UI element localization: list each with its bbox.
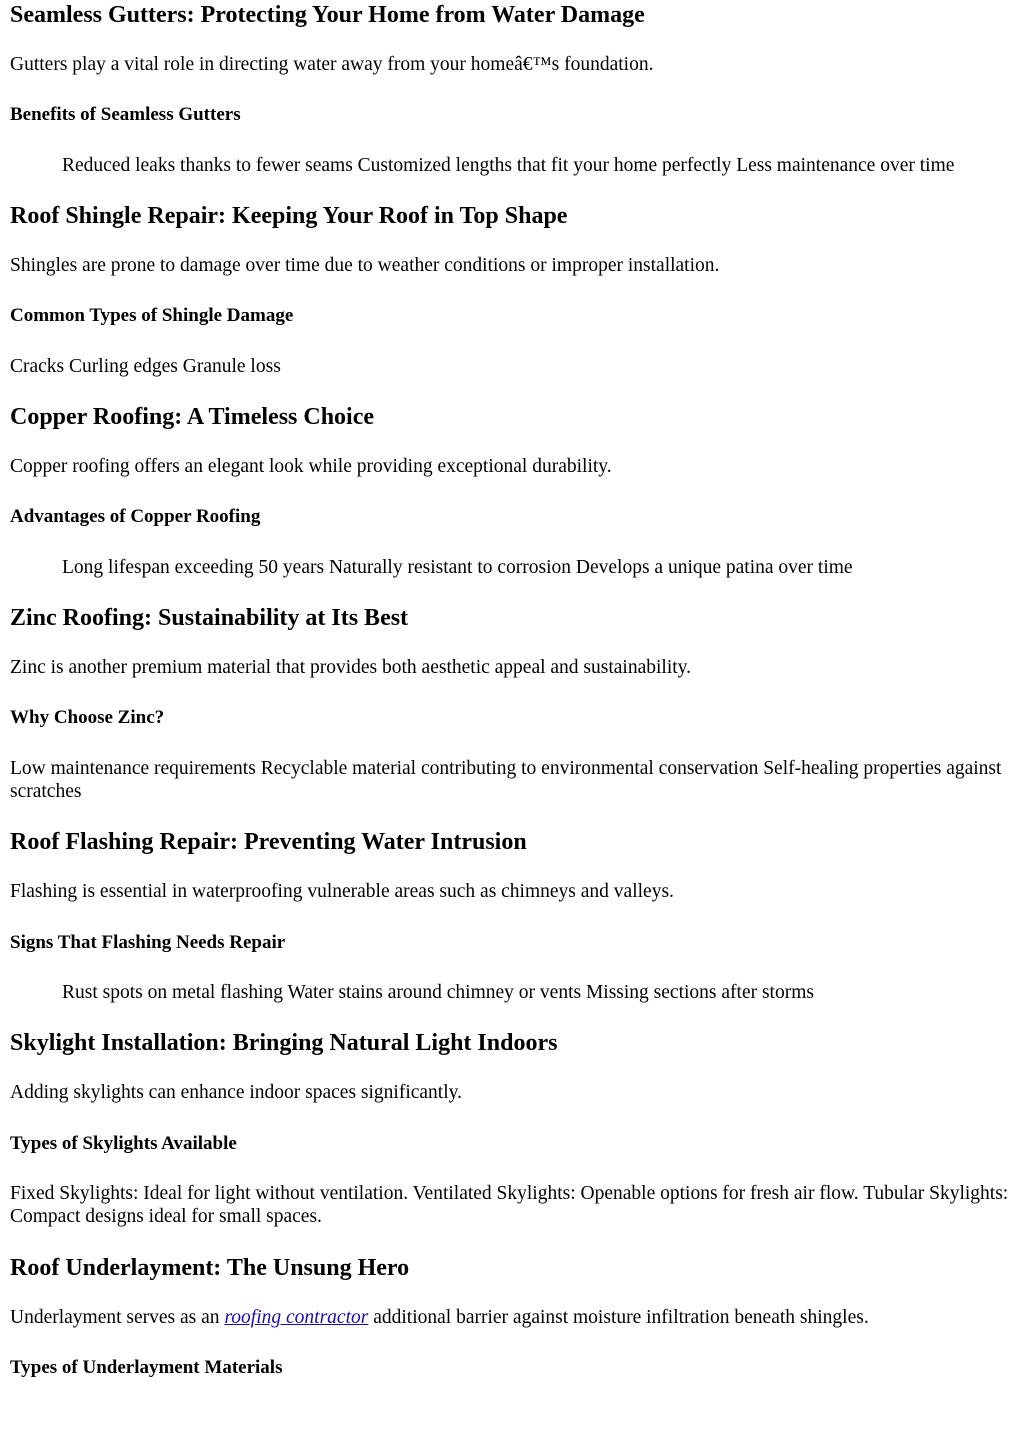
section-intro-skylight-installation: Adding skylights can enhance indoor spaces significantly. xyxy=(10,1082,463,1103)
subheading-skylight-types: Types of Skylights Available xyxy=(10,1133,237,1154)
section-intro-roof-shingle-repair: Shingles are prone to damage over time due to weather conditions or improper installation. xyxy=(10,255,720,276)
section-heading-zinc-roofing: Zinc Roofing: Sustainability at Its Best xyxy=(10,605,409,631)
list-copper-advantages: Long lifespan exceeding 50 years Naturally resistant to corrosion Develops a unique patina over time xyxy=(62,557,853,578)
subheading-underlayment-materials: Types of Underlayment Materials xyxy=(10,1357,283,1378)
subheading-why-zinc: Why Choose Zinc? xyxy=(10,707,165,728)
section-heading-roof-flashing-repair: Roof Flashing Repair: Preventing Water Intrusion xyxy=(10,829,527,855)
list-zinc-reasons: Low maintenance requirements Recyclable material contributing to environmental conservation Self-healing properties against scratches xyxy=(10,758,1002,802)
subheading-benefits-seamless-gutters: Benefits of Seamless Gutters xyxy=(10,104,241,125)
section-intro-copper-roofing: Copper roofing offers an elegant look while providing exceptional durability. xyxy=(10,456,612,477)
section-intro-zinc-roofing: Zinc is another premium material that provides both aesthetic appeal and sustainability. xyxy=(10,657,692,678)
subheading-copper-advantages: Advantages of Copper Roofing xyxy=(10,506,261,527)
list-shingle-damage-types: Cracks Curling edges Granule loss xyxy=(10,356,281,377)
section-intro-roof-underlayment xyxy=(10,1306,869,1329)
section-heading-copper-roofing: Copper Roofing: A Timeless Choice xyxy=(10,404,375,430)
section-intro-roof-flashing-repair: Flashing is essential in waterproofing vulnerable areas such as chimneys and valleys. xyxy=(10,881,674,902)
roofing-contractor-link[interactable]: roofing contractor xyxy=(224,1307,369,1328)
section-intro-seamless-gutters: Gutters play a vital role in directing water away from your homeâ€™s foundation. xyxy=(10,54,654,75)
list-skylight-types: Fixed Skylights: Ideal for light without ventilation. Ventilated Skylights: Openable options for fresh air flow. Tubular Skylights: Compact designs ideal for small spaces. xyxy=(10,1183,1009,1227)
subheading-shingle-damage-types: Common Types of Shingle Damage xyxy=(10,305,294,326)
list-benefits-seamless-gutters: Reduced leaks thanks to fewer seams Customized lengths that fit your home perfectly Less maintenance over time xyxy=(62,155,955,176)
intro-text-before-link: Underlayment serves as an xyxy=(10,1307,220,1328)
intro-text-after-link: additional barrier against moisture infiltration beneath shingles. xyxy=(373,1307,869,1328)
section-heading-roof-shingle-repair: Roof Shingle Repair: Keeping Your Roof in Top Shape xyxy=(10,203,568,229)
section-heading-seamless-gutters: Seamless Gutters: Protecting Your Home from Water Damage xyxy=(10,2,645,28)
list-flashing-signs: Rust spots on metal flashing Water stains around chimney or vents Missing sections after storms xyxy=(62,982,814,1003)
section-heading-roof-underlayment: Roof Underlayment: The Unsung Hero xyxy=(10,1255,410,1281)
section-heading-skylight-installation: Skylight Installation: Bringing Natural Light Indoors xyxy=(10,1030,558,1056)
subheading-flashing-signs: Signs That Flashing Needs Repair xyxy=(10,932,286,953)
